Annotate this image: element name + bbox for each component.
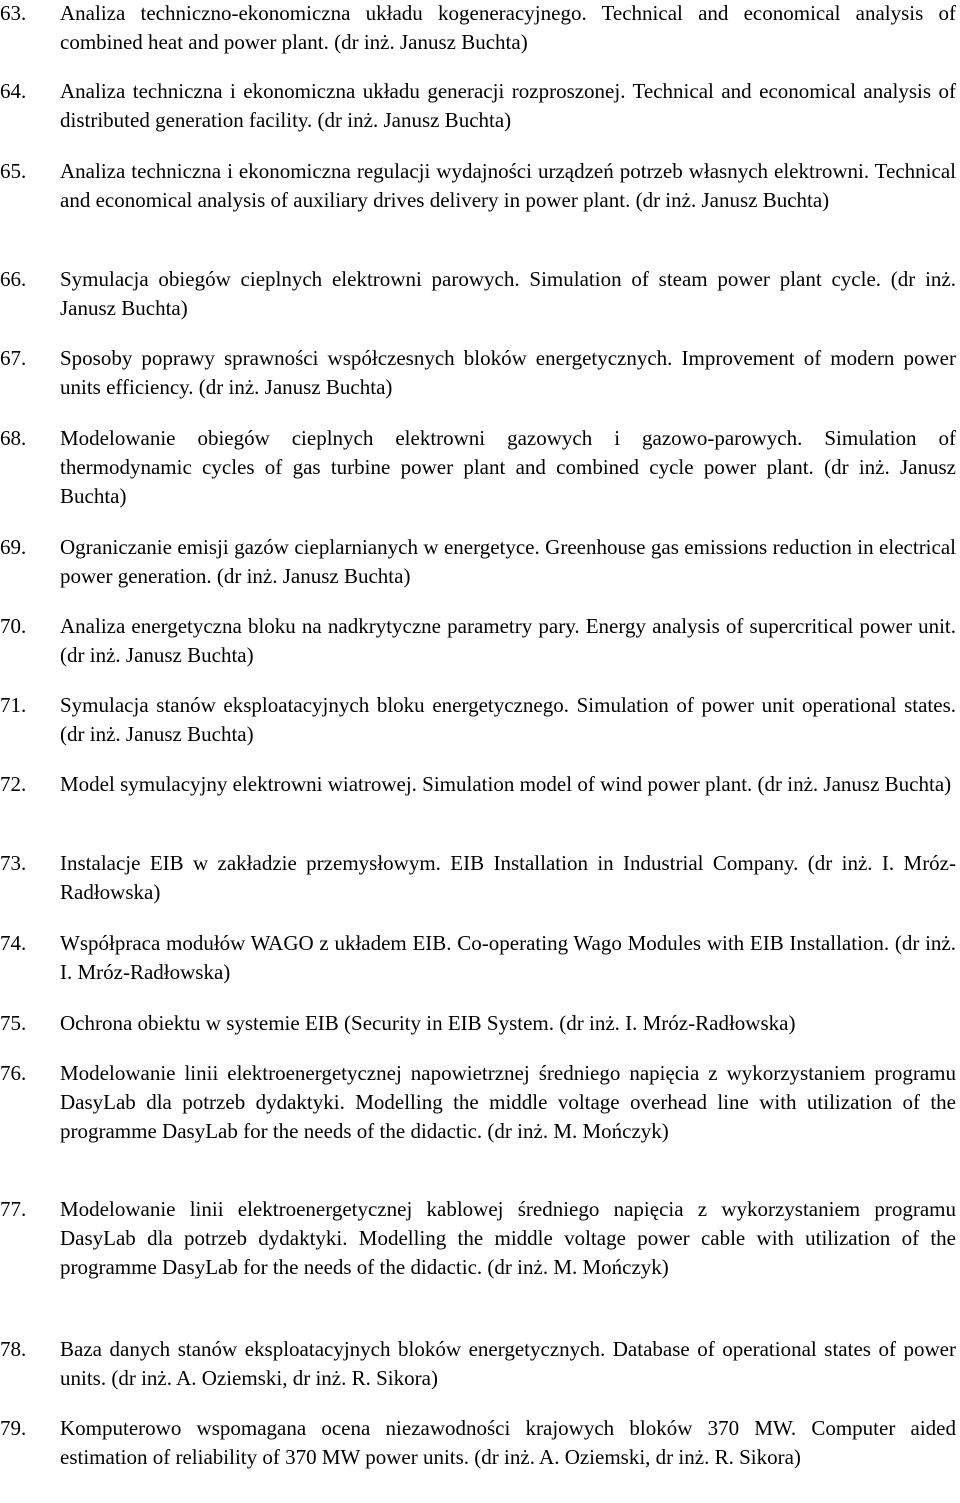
item-text: Baza danych stanów eksploatacyjnych bloków energetycznych. Database of operational states of power units. (dr inż. A. Oziemski, dr inż. R. Sikora) — [60, 1337, 956, 1391]
item-number: 76. — [0, 1061, 27, 1085]
item-text: Modelowanie obiegów cieplnych elektrowni gazowych i gazowo-parowych. Simulation of thermodynamic cycles of gas turbine power plant and combined cycle power plant. (dr inż. Janusz Buchta) — [60, 426, 956, 509]
item-number: 72. — [0, 772, 27, 796]
item-number: 77. — [0, 1197, 27, 1221]
item-text: Modelowanie linii elektroenergetycznej kablowej średniego napięcia z wykorzystaniem programu DasyLab dla potrzeb dydaktyki. Modelling the middle voltage power cable with utilization of the programme DasyLab for the needs of the didactic. (dr inż. M. Mończyk) — [60, 1197, 956, 1280]
item-number: 74. — [0, 931, 27, 955]
item-number: 75. — [0, 1011, 27, 1035]
item-text: Instalacje EIB w zakładzie przemysłowym. EIB Installation in Industrial Company. (dr inż. I. Mróz-Radłowska) — [60, 851, 956, 905]
item-number: 64. — [0, 79, 27, 103]
item-text: Ograniczanie emisji gazów cieplarnianych w energetyce. Greenhouse gas emissions reduction in electrical power generation. (dr inż. Janusz Buchta) — [60, 535, 956, 589]
item-number: 69. — [0, 535, 27, 559]
item-text: Sposoby poprawy sprawności współczesnych bloków energetycznych. Improvement of modern power units efficiency. (dr inż. Janusz Buchta) — [60, 346, 956, 400]
item-text: Modelowanie linii elektroenergetycznej napowietrznej średniego napięcia z wykorzystaniem programu DasyLab dla potrzeb dydaktyki. Modelling the middle voltage overhead line with utilization of the programme DasyLab for the needs of the didactic. (dr inż. M. Mończyk) — [60, 1061, 956, 1144]
item-number: 73. — [0, 851, 27, 875]
item-text: Ochrona obiektu w systemie EIB (Security in EIB System. (dr inż. I. Mróz-Radłowska) — [60, 1011, 796, 1035]
item-text: Analiza techniczna i ekonomiczna regulacji wydajności urządzeń potrzeb własnych elektrowni. Technical and economical analysis of auxiliary drives delivery in power plant. (dr inż. Janusz Buchta) — [60, 159, 956, 213]
item-text: Symulacja obiegów cieplnych elektrowni parowych. Simulation of steam power plant cycle. (dr inż. Janusz Buchta) — [60, 267, 956, 321]
item-text: Współpraca modułów WAGO z układem EIB. Co-operating Wago Modules with EIB Installation. (dr inż. I. Mróz-Radłowska) — [60, 931, 956, 985]
item-text: Model symulacyjny elektrowni wiatrowej. Simulation model of wind power plant. (dr inż. Janusz Buchta) — [60, 772, 952, 796]
item-text: Analiza energetyczna bloku na nadkrytyczne parametry pary. Energy analysis of supercritical power unit. (dr inż. Janusz Buchta) — [60, 614, 956, 668]
item-text: Analiza techniczna i ekonomiczna układu generacji rozproszonej. Technical and economical analysis of distributed generation facility. (dr inż. Janusz Buchta) — [60, 79, 956, 133]
item-text: Analiza techniczno-ekonomiczna układu kogeneracyjnego. Technical and economical analysis of combined heat and power plant. (dr inż. Janusz Buchta) — [60, 1, 956, 55]
item-number: 67. — [0, 346, 27, 370]
item-number: 68. — [0, 426, 27, 450]
item-number: 63. — [0, 1, 27, 25]
item-number: 65. — [0, 159, 27, 183]
item-number: 70. — [0, 614, 27, 638]
item-number: 71. — [0, 693, 27, 717]
item-text: Komputerowo wspomagana ocena niezawodności krajowych bloków 370 MW. Computer aided estimation of reliability of 370 MW power units. (dr inż. A. Oziemski, dr inż. R. Sikora) — [60, 1416, 956, 1470]
item-number: 78. — [0, 1337, 27, 1361]
item-number: 79. — [0, 1416, 27, 1440]
item-number: 66. — [0, 267, 27, 291]
item-text: Symulacja stanów eksploatacyjnych bloku energetycznego. Simulation of power unit operational states. (dr inż. Janusz Buchta) — [60, 693, 956, 747]
